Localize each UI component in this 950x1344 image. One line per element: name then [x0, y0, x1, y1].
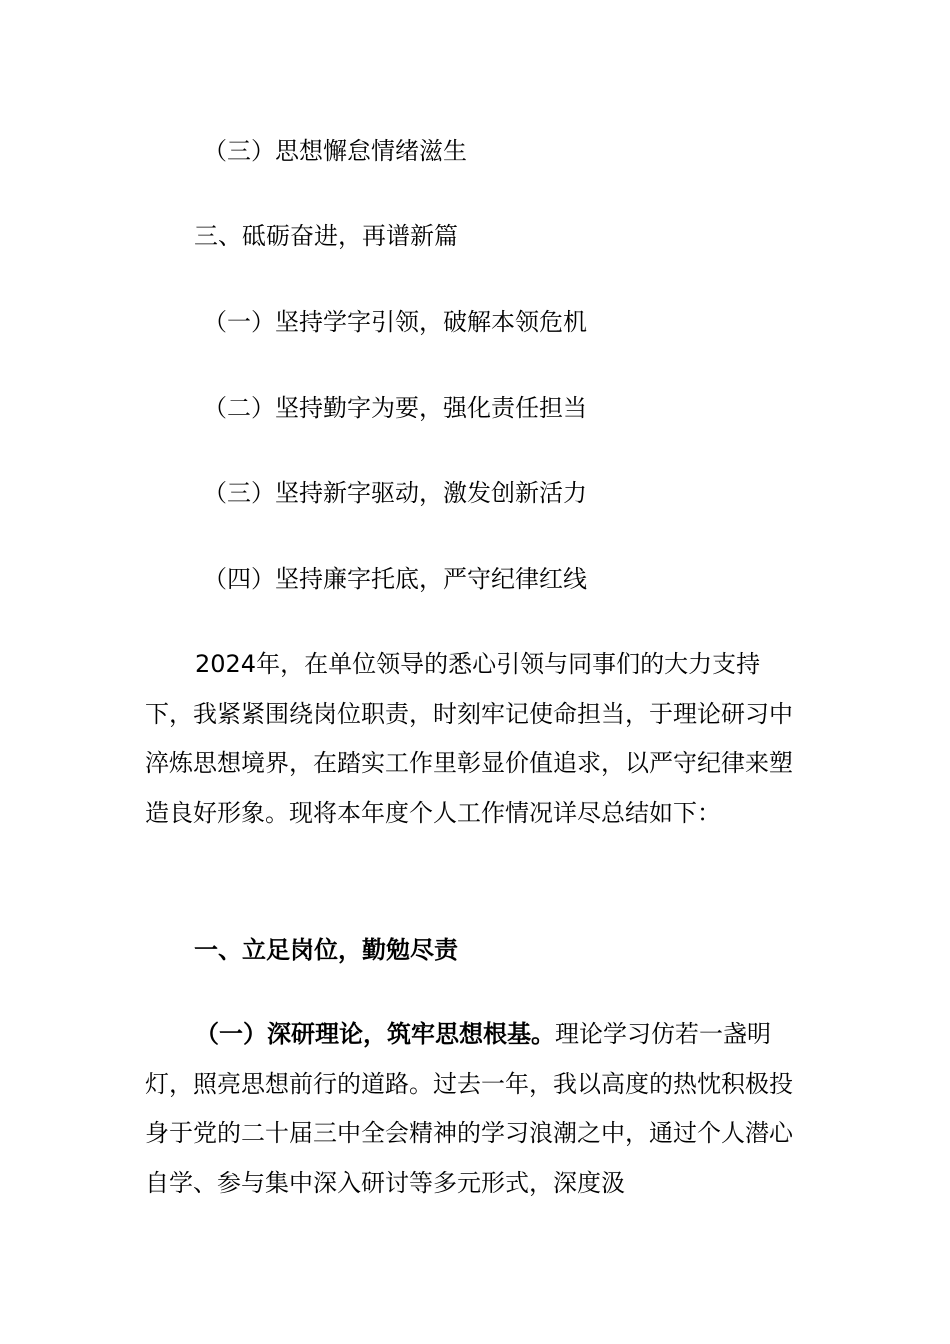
outline-item-3-2: （二）坚持勤字为要，强化责任担当	[203, 394, 587, 422]
section-1-sub-1-body: 理论学习仿若一盏明灯，照亮思想前行的道路。过去一年，我以高度的热忱积极投身于党的二十届三中全会精神的学习浪潮之中，通过个人潜心自学、参与集中深入研讨等多元形式，深度汲	[145, 1020, 793, 1197]
section-1-heading: 一、立足岗位，勤勉尽责	[194, 936, 458, 964]
outline-item-2-3: （三）思想懈怠情绪滋生	[203, 137, 467, 165]
outline-item-3-3: （三）坚持新字驱动，激发创新活力	[203, 479, 587, 507]
section-1-sub-1-title: （一）深研理论，筑牢思想根基。	[195, 1020, 555, 1048]
outline-item-3-4: （四）坚持廉字托底，严守纪律红线	[203, 565, 587, 593]
section-1-sub-1-paragraph	[145, 1010, 805, 1208]
intro-paragraph: 2024年，在单位领导的悉心引领与同事们的大力支持下，我紧紧围绕岗位职责，时刻牢记使命担当，于理论研习中淬炼思想境界，在踏实工作里彰显价值追求，以严守纪律来塑造良好形象。现将本年度个人工作情况详尽总结如下：	[145, 650, 793, 827]
outline-item-3-1: （一）坚持学字引领，破解本领危机	[203, 308, 587, 336]
section-3-heading: 三、砥砺奋进，再谱新篇	[194, 222, 458, 250]
